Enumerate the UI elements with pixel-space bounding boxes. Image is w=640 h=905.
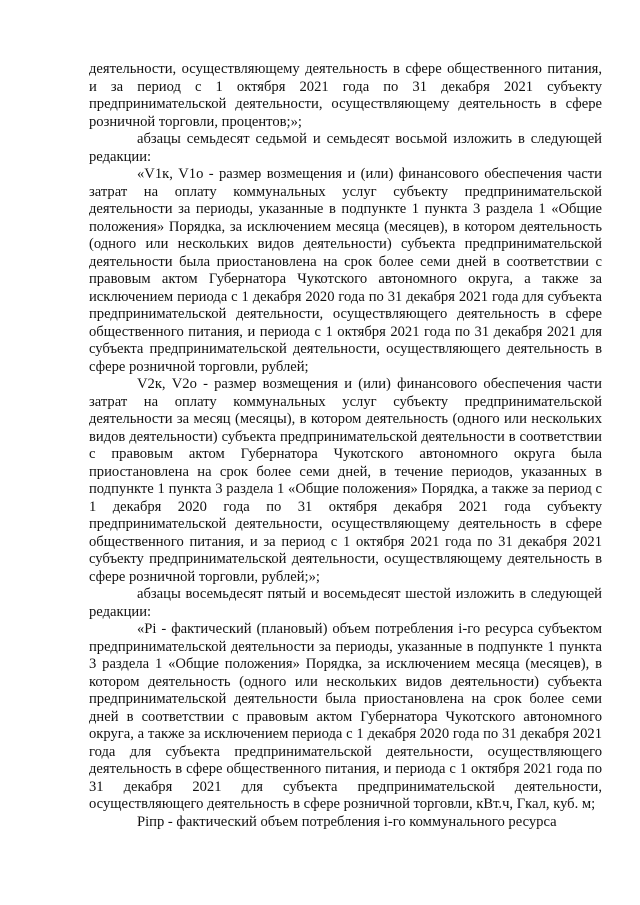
paragraph-amendment-77-78: абзацы семьдесят седьмой и семьдесят восьмой изложить в следующей редакции: (89, 131, 602, 165)
paragraph-v1-definition: «V1к, V1о - размер возмещения и (или) финансового обеспечения части затрат на оплату коммунальных услуг субъекту предпринимательской деятельности за периоды, указанные в подпункте 1 пункта 3 раздела 1 «Общие положения» Порядка, за исключением месяца (месяцев), в котором деятельность (одного или нескольких видов деятельности) субъекта предпринимательской деятельности была приостановлена на срок более семи дней в соответствии с правовым актом Губернатора Чукотского автономного округа, а также за исключением периода с 1 декабря 2020 года по 31 декабря 2021 года для субъекта предпринимательской деятельности, осуществляющего деятельность в сфере общественного питания, и периода с 1 октября 2021 года по 31 декабря 2021 для субъекта предпринимательской деятельности, осуществляющего деятельность в сфере розничной торговли, рублей; (89, 166, 602, 375)
paragraph-v2-definition: V2к, V2о - размер возмещения и (или) финансового обеспечения части затрат на оплату коммунальных услуг субъекту предпринимательской деятельности за месяц (месяцы), в котором деятельность (одного или нескольких видов деятельности) субъекта предпринимательской деятельности в соответствии с правовым актом Губернатора Чукотского автономного округа была приостановлена на срок более семи дней, в течение периодов, указанных в подпункте 1 пункта 3 раздела 1 «Общие положения» Порядка, а также за период с 1 декабря 2020 года по 31 октября декабря 2021 года субъекту предпринимательской деятельности, осуществляющему деятельность в сфере общественного питания, и за период с 1 октября 2021 года по 31 декабря 2021 субъекту предпринимательской деятельности, осуществляющему деятельность в сфере розничной торговли, рублей;»; (89, 376, 602, 585)
paragraph-pipr-definition: Piпр - фактический объем потребления i-го коммунального ресурса (137, 813, 557, 830)
document-page (89, 61, 602, 831)
paragraph-amendment-85-86: абзацы восемьдесят пятый и восемьдесят шестой изложить в следующей редакции: (89, 586, 602, 620)
paragraph-pi-definition: «Pi - фактический (плановый) объем потребления i-го ресурса субъектом предпринимательской деятельности за периоды, указанные в подпункте 1 пункта 3 раздела 1 «Общие положения» Порядка, за исключением месяца (месяцев), в котором деятельность (одного или нескольких видов деятельности) субъекта предпринимательской деятельности была приостановлена на срок более семи дней в соответствии с правовым актом Губернатора Чукотского автономного округа, а также за исключением периода с 1 декабря 2020 года по 31 декабря 2021 года для субъекта предпринимательской деятельности, осуществляющего деятельность в сфере общественного питания, и периода с 1 октября 2021 года по 31 декабря 2021 для субъекта предпринимательской деятельности, осуществляющего деятельность в сфере розничной торговли, кВт.ч, Гкал, куб. м; (89, 621, 602, 812)
paragraph-continuation: деятельности, осуществляющему деятельность в сфере общественного питания, и за период с 1 октября 2021 года по 31 декабря 2021 субъекту предпринимательской деятельности, осуществляющему деятельность в сфере розничной торговли, процентов;»; (89, 61, 602, 130)
